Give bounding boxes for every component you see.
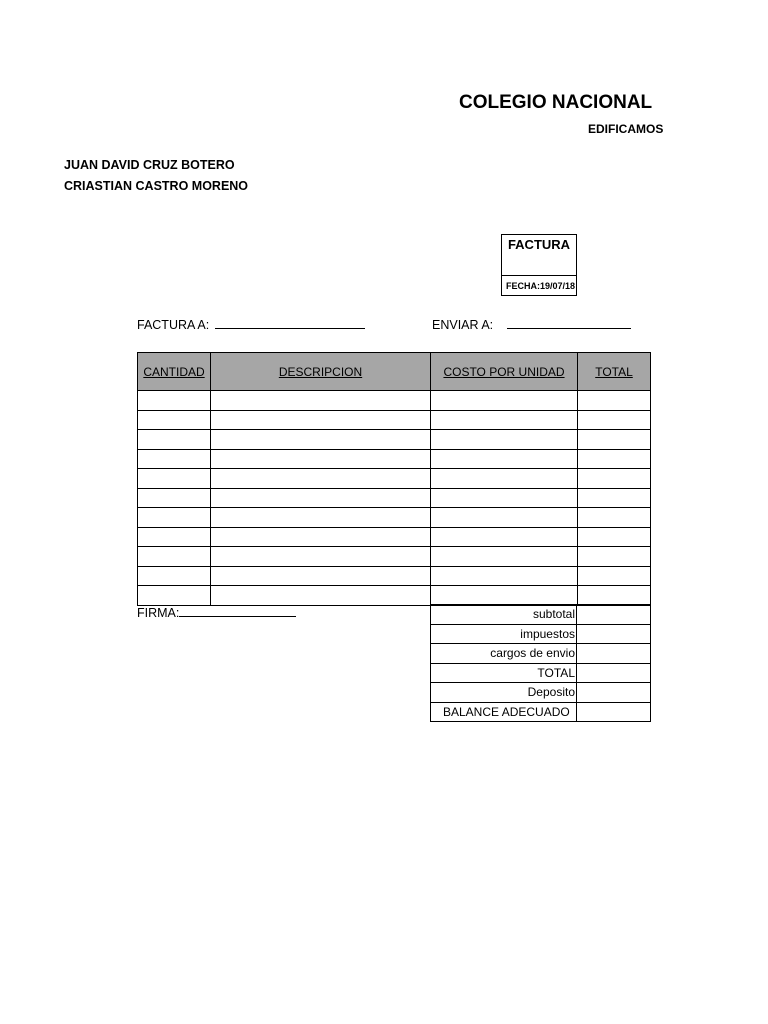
table-cell[interactable]: [138, 586, 211, 606]
summary-label-balance-adecuado: BALANCE ADECUADO: [431, 702, 577, 722]
ship-to-field: [432, 315, 631, 332]
signature-field: [137, 604, 296, 620]
invoice-label: FACTURA: [507, 237, 571, 252]
table-cell[interactable]: [138, 391, 211, 411]
signature-blank[interactable]: [179, 604, 296, 617]
summary-label-impuestos: impuestos: [431, 624, 577, 644]
items-table: [137, 352, 651, 606]
table-cell[interactable]: [431, 547, 578, 567]
items-header-row: [138, 353, 651, 391]
table-cell[interactable]: [578, 430, 651, 450]
table-row: [138, 547, 651, 567]
summary-row: [431, 605, 651, 625]
invoice-box: [501, 234, 577, 296]
summary-row: [431, 702, 651, 722]
bill-to-field: [137, 315, 365, 332]
table-cell[interactable]: [138, 449, 211, 469]
table-cell[interactable]: [578, 469, 651, 489]
summary-row: [431, 663, 651, 683]
signature-label: FIRMA:: [137, 606, 180, 620]
table-cell[interactable]: [578, 410, 651, 430]
document-title: COLEGIO NACIONAL: [459, 92, 653, 113]
table-cell[interactable]: [431, 586, 578, 606]
table-cell[interactable]: [578, 527, 651, 547]
table-cell[interactable]: [138, 469, 211, 489]
table-cell[interactable]: [431, 449, 578, 469]
summary-row: [431, 683, 651, 703]
summary-value-cell[interactable]: [577, 644, 651, 664]
table-cell[interactable]: [578, 586, 651, 606]
table-cell[interactable]: [138, 508, 211, 528]
table-cell[interactable]: [431, 527, 578, 547]
table-cell[interactable]: [578, 488, 651, 508]
ship-to-label: ENVIAR A:: [432, 318, 494, 332]
column-header-costo-por-unidad: COSTO POR UNIDAD: [431, 353, 578, 391]
table-cell[interactable]: [431, 430, 578, 450]
summary-table: [430, 604, 651, 722]
table-cell[interactable]: [431, 488, 578, 508]
table-cell[interactable]: [211, 449, 431, 469]
table-row: [138, 449, 651, 469]
table-row: [138, 430, 651, 450]
author-name-2: CRIASTIAN CASTRO MORENO: [64, 179, 249, 193]
column-header-descripcion: DESCRIPCION: [211, 353, 431, 391]
summary-label-deposito: Deposito: [431, 683, 577, 703]
table-cell[interactable]: [211, 391, 431, 411]
summary-row: [431, 624, 651, 644]
column-header-cantidad: CANTIDAD: [138, 353, 211, 391]
table-row: [138, 586, 651, 606]
table-row: [138, 527, 651, 547]
table-cell[interactable]: [138, 547, 211, 567]
table-cell[interactable]: [211, 508, 431, 528]
table-cell[interactable]: [211, 547, 431, 567]
summary-value-cell[interactable]: [577, 624, 651, 644]
summary-row: [431, 644, 651, 664]
invoice-box-divider: [502, 275, 576, 276]
document-subtitle: EDIFICAMOS: [588, 122, 664, 136]
table-cell[interactable]: [138, 488, 211, 508]
table-cell[interactable]: [431, 469, 578, 489]
table-cell[interactable]: [138, 527, 211, 547]
table-cell[interactable]: [211, 469, 431, 489]
summary-label-subtotal: subtotal: [431, 605, 577, 625]
column-header-total: TOTAL: [578, 353, 651, 391]
summary-value-cell[interactable]: [577, 605, 651, 625]
table-cell[interactable]: [431, 410, 578, 430]
author-name-1: JUAN DAVID CRUZ BOTERO: [64, 158, 235, 172]
ship-to-blank[interactable]: [507, 315, 631, 329]
table-cell[interactable]: [431, 566, 578, 586]
table-cell[interactable]: [211, 488, 431, 508]
table-row: [138, 508, 651, 528]
table-cell[interactable]: [138, 566, 211, 586]
table-cell[interactable]: [211, 527, 431, 547]
table-cell[interactable]: [211, 430, 431, 450]
summary-label-cargos-de-envio: cargos de envio: [431, 644, 577, 664]
table-cell[interactable]: [211, 566, 431, 586]
table-cell[interactable]: [578, 508, 651, 528]
bill-to-label: FACTURA A:: [137, 318, 210, 332]
summary-label-total: TOTAL: [431, 663, 577, 683]
table-row: [138, 488, 651, 508]
summary-value-cell[interactable]: [577, 702, 651, 722]
table-cell[interactable]: [211, 410, 431, 430]
table-row: [138, 410, 651, 430]
table-cell[interactable]: [211, 586, 431, 606]
table-cell[interactable]: [578, 391, 651, 411]
summary-value-cell[interactable]: [577, 683, 651, 703]
table-cell[interactable]: [431, 391, 578, 411]
table-cell[interactable]: [138, 410, 211, 430]
table-cell[interactable]: [578, 547, 651, 567]
table-cell[interactable]: [431, 508, 578, 528]
bill-to-blank[interactable]: [215, 315, 365, 329]
table-cell[interactable]: [578, 566, 651, 586]
table-row: [138, 469, 651, 489]
invoice-date: FECHA:19/07/18: [506, 281, 576, 291]
table-row: [138, 566, 651, 586]
table-cell[interactable]: [578, 449, 651, 469]
summary-value-cell[interactable]: [577, 663, 651, 683]
table-cell[interactable]: [138, 430, 211, 450]
table-row: [138, 391, 651, 411]
